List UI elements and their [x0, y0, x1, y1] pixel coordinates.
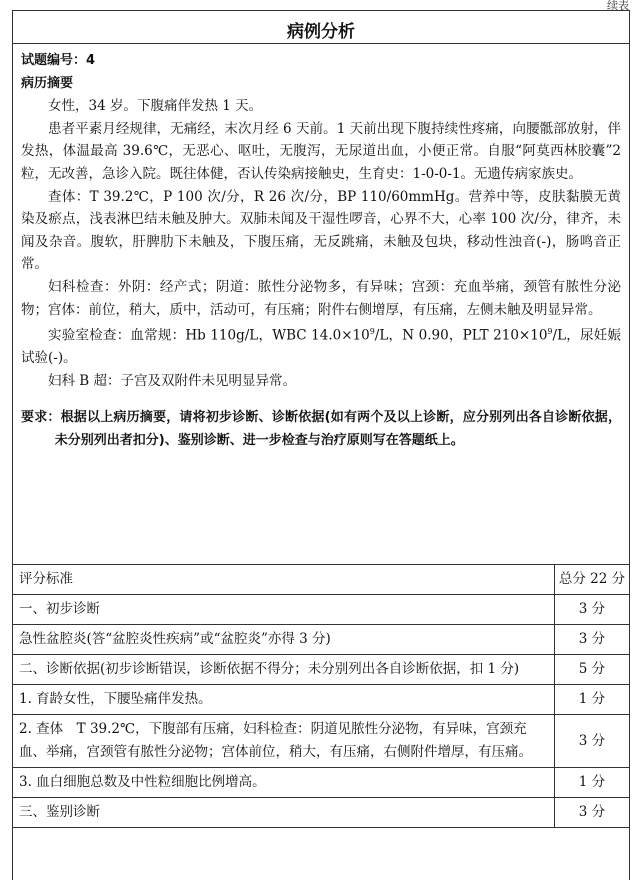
scoring-table [12, 564, 630, 828]
lab-exponent-2: 9 [547, 327, 553, 337]
row-label: 1. 育龄女性，下腰坠痛伴发热。 [13, 685, 555, 715]
case-content [13, 44, 629, 452]
present-history: 患者平素月经规律，无痛经，末次月经 6 天前。1 天前出现下腹持续性疼痛，向腰骶部放射，伴发热，体温最高 39.6℃，无恶心、呕吐，无腹泻，无尿道出血，小便正常。自服“阿莫西林胶囊”2 粒，无改善，急诊入院。既往体健，否认传染病接触史，生育史：1-0-0-1。无遗传病家族史。 [21, 120, 621, 182]
row-label: 3. 血白细胞总数及中性粒细胞比例增高。 [13, 768, 555, 798]
table-row [13, 655, 630, 685]
header-points: 总分 22 分 [555, 565, 630, 595]
continued-note: 续表 [607, 0, 629, 12]
lab-text-2: /L，N 0.90，PLT 210×10 [374, 327, 548, 344]
requirement: 要求：根据以上病历摘要，请将初步诊断、诊断依据(如有两个及以上诊断，应分别列出各自诊断依据，未分别列出者扣分)、鉴别诊断、进一步检查与治疗原则写在答题纸上。 [21, 410, 621, 449]
row-points: 3 分 [555, 625, 630, 655]
gynecologic-exam: 妇科检查：外阴：经产式；阴道：脓性分泌物多，有异味；宫颈：充血举痛，颈管有脓性分泌物；宫体：前位，稍大，质中，活动可，有压痛；附件右侧增厚，有压痛，左侧未触及明显异常。 [21, 278, 621, 318]
row-label: 三、鉴别诊断 [13, 798, 555, 828]
chief-complaint: 女性，34 岁。下腹痛伴发热 1 天。 [48, 98, 263, 115]
row-points: 3 分 [555, 595, 630, 625]
history-heading: 病历摘要 [21, 75, 74, 91]
table-row [13, 715, 630, 768]
lab-text-1: 实验室检查：血常规：Hb 110g/L，WBC 14.0×10 [48, 327, 370, 344]
header-label: 评分标准 [13, 565, 555, 595]
case-analysis-sheet [12, 10, 630, 880]
table-row [13, 768, 630, 798]
table-header-row [13, 565, 630, 595]
row-label: 急性盆腔炎(答“盆腔炎性疾病”或“盆腔炎”亦得 3 分) [13, 625, 555, 655]
row-points: 5 分 [555, 655, 630, 685]
ultrasound: 妇科 B 超：子宫及双附件未见明显异常。 [48, 372, 297, 389]
row-points: 1 分 [555, 685, 630, 715]
physical-exam: 查体：T 39.2℃，P 100 次/分，R 26 次/分，BP 110/60mmHg。营养中等，皮肤黏膜无黄染及瘀点，浅表淋巴结未触及肿大。双肺未闻及干湿性啰音，心界不大，心率 100 次/分，律齐，未闻及杂音。腹软，肝脾肋下未触及，下腹压痛，无反跳痛，未触及包块，移动性浊音(-)，肠鸣音正常。 [21, 188, 621, 273]
exam-number: 试题编号：4 [21, 53, 96, 68]
table-row [13, 685, 630, 715]
row-label: 二、诊断依据(初步诊断错误，诊断依据不得分；未分别列出各自诊断依据，扣 1 分) [13, 655, 555, 685]
table-row [13, 595, 630, 625]
row-points: 3 分 [555, 715, 630, 768]
lab-tests [21, 321, 621, 370]
row-label: 一、初步诊断 [13, 595, 555, 625]
lab-exponent-1: 9 [369, 327, 375, 337]
page-title: 病例分析 [13, 11, 629, 44]
table-row [13, 798, 630, 828]
row-points: 1 分 [555, 768, 630, 798]
lab-text-3: /L，尿妊娠试验(-)。 [21, 327, 621, 367]
row-points: 3 分 [555, 798, 630, 828]
row-label: 2. 查体 T 39.2℃，下腹部有压痛，妇科检查：阴道见脓性分泌物，有异味，宫颈充血、举痛，宫颈管有脓性分泌物；宫体前位，稍大，有压痛，右侧附件增厚，有压痛。 [13, 715, 555, 768]
table-row [13, 625, 630, 655]
